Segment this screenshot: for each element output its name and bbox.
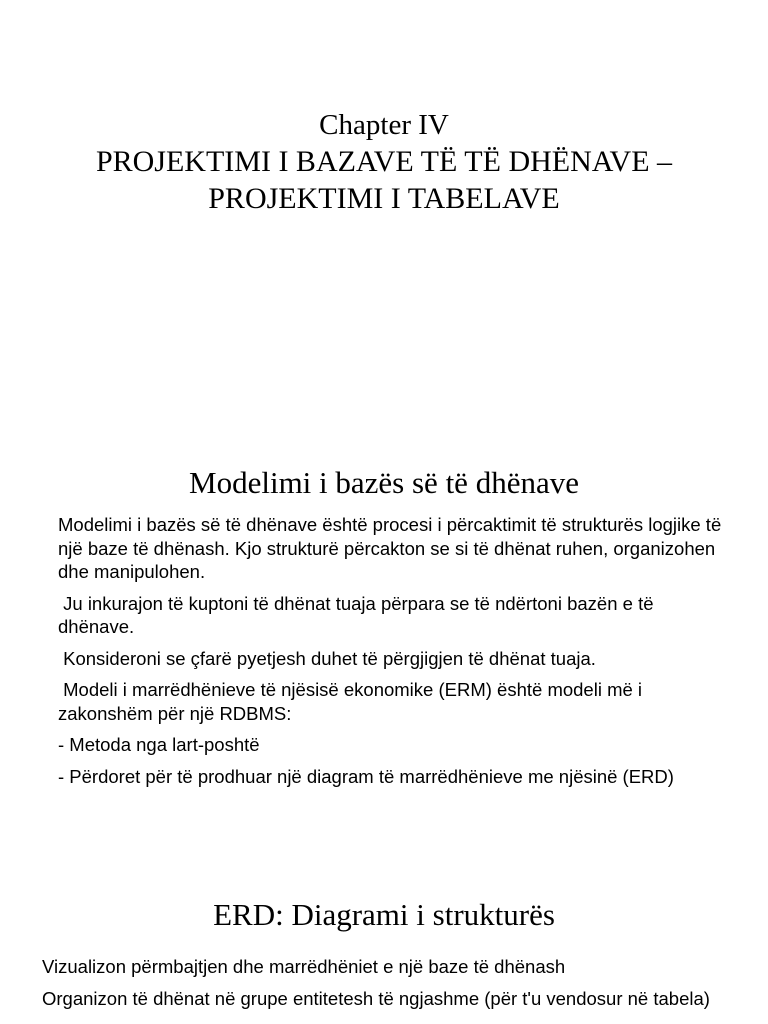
modelimi-body [58, 513, 730, 796]
chapter-title [20, 143, 748, 217]
erd-heading: ERD: Diagrami i strukturës [213, 897, 555, 932]
modelimi-paragraph: Konsideroni se çfarë pyetjesh duhet të përgjigjen të dhënat tuaja. [58, 647, 596, 669]
modelimi-list-item: - Përdoret për të prodhuar një diagram të marrëdhënieve me njësinë (ERD) [58, 765, 674, 787]
erd-body [42, 955, 742, 1018]
modelimi-paragraph: Modelimi i bazës së të dhënave është procesi i përcaktimit të strukturës logjike të një baze të dhënash. Kjo strukturë përcakton se si të dhënat ruhen, organizohen dhe manipulohen. [58, 514, 722, 582]
modelimi-list-item: - Metoda nga lart-poshtë [58, 734, 260, 755]
chapter-label: Chapter IV [319, 109, 449, 141]
modelimi-paragraph: Modeli i marrëdhënieve të njësisë ekonomike (ERM) është modeli më i zakonshëm për një RDBMS: [58, 679, 648, 724]
chapter-title-slide [0, 0, 768, 440]
chapter-title-line-1: PROJEKTIMI I BAZAVE TË TË DHËNAVE – [95, 145, 673, 178]
erd-paragraph: Organizon të dhënat në grupe entitetesh të ngjashme (për t'u vendosur në tabela) [42, 987, 710, 1009]
modelimi-paragraph: Ju inkurajon të kuptoni të dhënat tuaja përpara se të ndërtoni bazën e të dhënave. [58, 592, 659, 637]
modelimi-heading: Modelimi i bazës së të dhënave [189, 465, 579, 500]
erd-paragraph: Vizualizon përmbajtjen dhe marrëdhëniet e një baze të dhënash [42, 956, 566, 977]
chapter-title-line-2: PROJEKTIMI I TABELAVE [208, 182, 560, 215]
